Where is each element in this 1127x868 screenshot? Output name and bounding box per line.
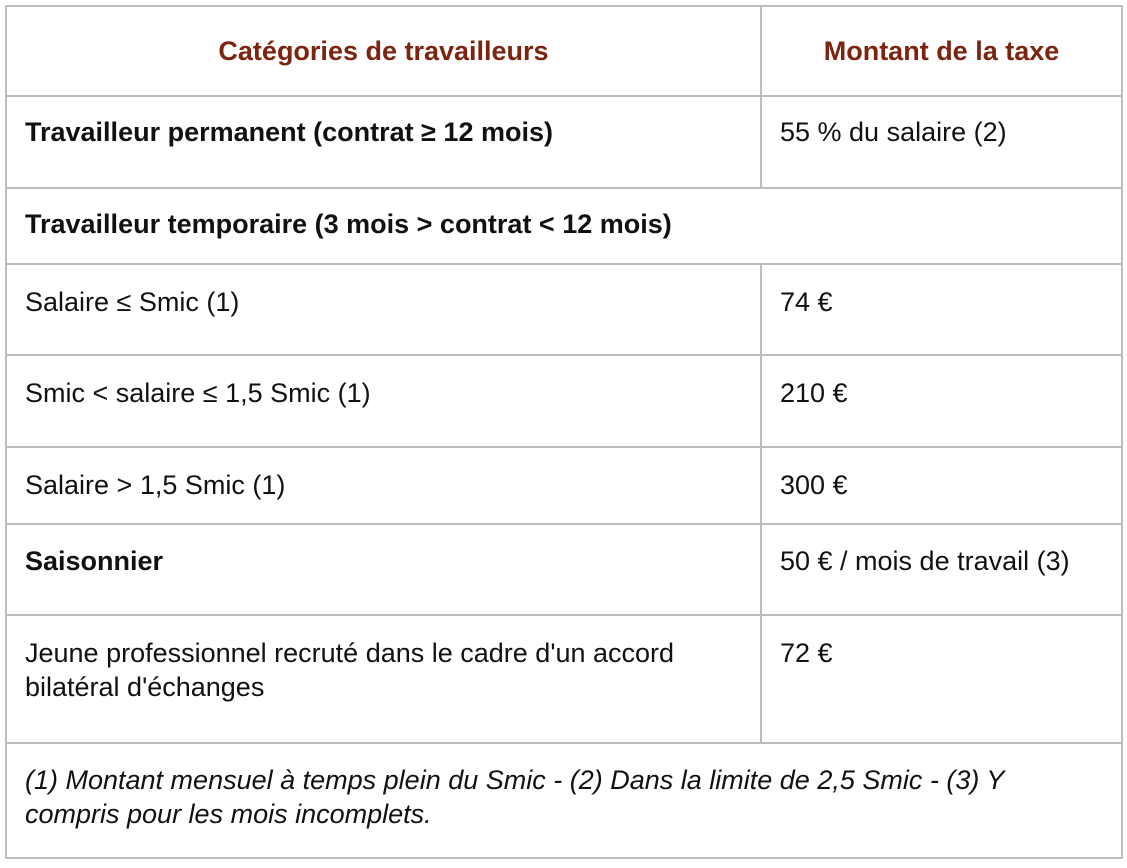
table-row <box>6 615 1122 743</box>
table-row <box>6 264 1122 355</box>
row-amount-salary-le-smic: 74 € <box>761 264 1122 355</box>
row-amount-permanent: 55 % du salaire (2) <box>761 96 1122 188</box>
row-amount-young-professional: 72 € <box>761 615 1122 743</box>
table-row <box>6 355 1122 447</box>
row-category-young-professional: Jeune professionnel recruté dans le cadre d'un accord bilatéral d'échanges <box>6 615 761 743</box>
tax-table <box>5 5 1123 859</box>
row-category-permanent: Travailleur permanent (contrat ≥ 12 mois) <box>6 96 761 188</box>
row-category-salary-mid: Smic < salaire ≤ 1,5 Smic (1) <box>6 355 761 447</box>
table-footnote-row <box>6 743 1122 858</box>
header-category: Catégories de travailleurs <box>6 6 761 96</box>
tax-table-container <box>5 5 1121 859</box>
row-amount-salary-mid: 210 € <box>761 355 1122 447</box>
header-amount: Montant de la taxe <box>761 6 1122 96</box>
table-row <box>6 524 1122 615</box>
table-row <box>6 447 1122 524</box>
table-row <box>6 96 1122 188</box>
table-header-row <box>6 6 1122 96</box>
table-footnote: (1) Montant mensuel à temps plein du Smic - (2) Dans la limite de 2,5 Smic - (3) Y compris pour les mois incomplets. <box>6 743 1122 858</box>
row-category-seasonal: Saisonnier <box>6 524 761 615</box>
row-category-salary-le-smic: Salaire ≤ Smic (1) <box>6 264 761 355</box>
table-row <box>6 188 1122 264</box>
row-amount-seasonal: 50 € / mois de travail (3) <box>761 524 1122 615</box>
row-category-salary-high: Salaire > 1,5 Smic (1) <box>6 447 761 524</box>
row-category-temporary: Travailleur temporaire (3 mois > contrat < 12 mois) <box>6 188 1122 264</box>
row-amount-salary-high: 300 € <box>761 447 1122 524</box>
